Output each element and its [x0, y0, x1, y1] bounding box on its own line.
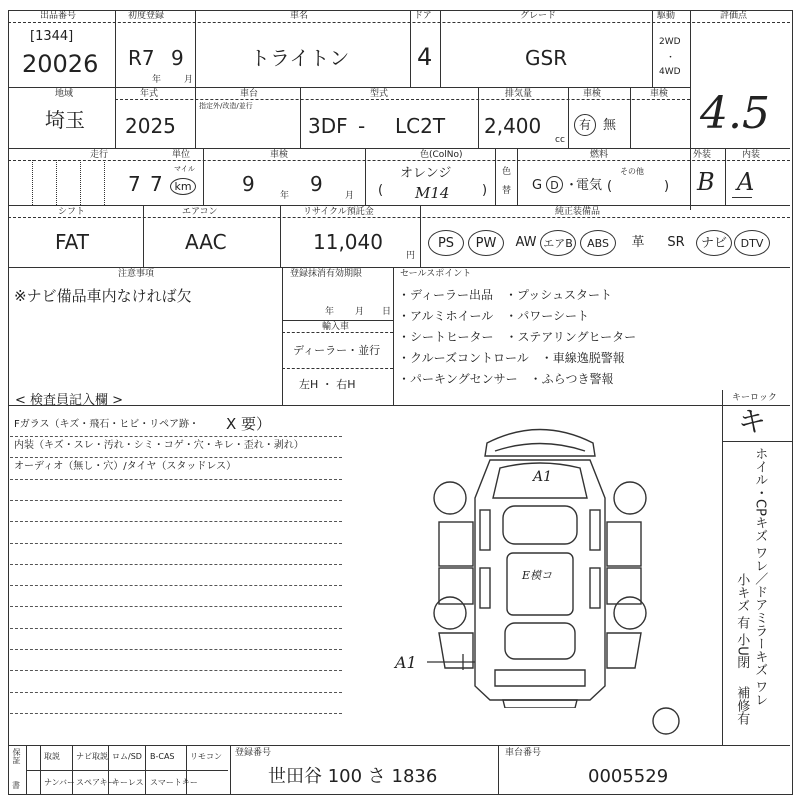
first-reg-month: 9: [171, 46, 184, 70]
equipment-item: PW: [468, 230, 504, 256]
score-header: 評価点: [720, 11, 748, 21]
wheel-front-right: [614, 482, 646, 514]
equipment-item: AW: [515, 235, 537, 250]
grade-value: GSR: [525, 46, 568, 70]
reg-valid-header: 登録抹消有効期限: [290, 269, 363, 279]
reg-no-value: 世田谷 100 さ 1836: [268, 766, 438, 787]
exterior-grade: B: [697, 168, 715, 196]
lot-header: 出品番号: [40, 11, 77, 21]
equipment-header: 純正装備品: [555, 207, 601, 217]
front-bumper: [485, 430, 595, 457]
equipment-item: SR: [667, 235, 685, 250]
recycle-header: リサイクル預託金: [303, 207, 374, 217]
inspector-title: < 検査員記入欄 >: [15, 393, 124, 408]
notes-text: ※ナビ備品車内なければ欠: [14, 287, 192, 305]
interior-header: 内装: [742, 150, 761, 160]
reg-valid-nen: 年: [325, 307, 335, 317]
fuel-other: その他: [620, 167, 644, 176]
first-reg-era: R7: [128, 46, 155, 70]
footer-divider: [108, 745, 109, 795]
shaken-tsuki: 月: [345, 191, 355, 201]
footer-accessory-top: ロム/SD: [112, 752, 142, 761]
lot-number: 20026: [22, 50, 99, 78]
model-dash: -: [358, 114, 366, 138]
vin-header: 車台番号: [505, 748, 542, 758]
sale-point-item: ・ディーラー出品 ・プッシュスタート: [398, 288, 612, 302]
footer-divider: [40, 745, 41, 795]
year-header: 年式: [140, 89, 159, 99]
chassis-note: 指定外/改造/並行: [199, 102, 253, 110]
drive-header: 駆動: [657, 11, 676, 21]
inspector-ruled-line: [10, 479, 342, 480]
km-circle: [170, 178, 196, 195]
displacement-header: 排気量: [505, 89, 533, 99]
model-year: 2025: [125, 114, 176, 138]
inspection-has: 有: [578, 118, 591, 132]
footer-divider: [72, 745, 73, 795]
fglass-required: X 要）: [226, 415, 272, 433]
interior-grade: A: [737, 168, 755, 196]
rear-window: [505, 623, 575, 659]
car-name: トライトン: [250, 46, 350, 70]
inspector-ruled-line: [10, 585, 342, 586]
inspector-line: Fガラス（キズ・飛石・ヒビ・リペア跡・: [14, 419, 200, 430]
inspector-ruled-line: [10, 628, 342, 629]
region-header: 地域: [55, 89, 74, 99]
doors-header: ドア: [414, 11, 432, 21]
footer-accessory-top: 取説: [44, 752, 60, 761]
reg-no-header: 登録番号: [235, 748, 272, 758]
right-note-col3: 補修有: [734, 686, 750, 725]
color-code: M14: [415, 184, 450, 202]
color-name: オレンジ: [400, 166, 452, 181]
fuel-dot: ・: [565, 178, 579, 193]
mileage-digit-2: 7: [150, 172, 163, 196]
footer-accessory-bottom: 書: [12, 781, 20, 790]
equipment-item: エアB: [540, 230, 576, 256]
aircon-value: AAC: [185, 230, 227, 254]
reg-valid-hi: 日: [382, 307, 392, 317]
footer-accessory-bottom: キーレス: [112, 778, 144, 787]
fuel-header: 燃料: [590, 150, 609, 160]
color-paren-left: (: [378, 183, 384, 198]
footer-accessory-top: リモコン: [190, 752, 222, 761]
chassis-header: 車台: [240, 89, 259, 99]
displacement-value: 2,400: [484, 114, 542, 138]
score-value: 4.5: [700, 88, 770, 139]
footer-divider: [145, 745, 146, 795]
inspector-ruled-line: [10, 564, 342, 565]
inspector-ruled-line: [10, 543, 342, 544]
first-reg-nen: 年: [152, 75, 162, 85]
footer-accessory-bottom: スマートキー: [150, 778, 198, 787]
inspector-ruled-line: [10, 649, 342, 650]
roof: [507, 553, 573, 615]
import-type: ディーラー・並行: [293, 344, 381, 357]
shift-header: シフト: [58, 207, 86, 217]
inspection-has-circle: [574, 114, 596, 136]
model-prefix: 3DF: [308, 114, 348, 138]
sale-points-header: セールスポイント: [400, 269, 472, 279]
color-header: 色(ColNo): [420, 150, 463, 160]
key-lock-header: キーロック: [732, 393, 777, 403]
mileage-unit-top: マイル: [174, 165, 195, 173]
footer-accessory-bottom: ナンバー: [44, 778, 76, 787]
color-paren-right: ): [482, 183, 488, 198]
footer-divider: [186, 745, 187, 795]
spare-tire-icon: [651, 706, 681, 736]
region-value: 埼玉: [45, 108, 85, 132]
right-note-col1: ホイル・CPキズ ワレ／ドアミラーキズ ワレ: [752, 447, 768, 707]
grade-header: グレード: [520, 11, 557, 21]
shaken-year: 9: [242, 172, 255, 196]
recycle-unit: 円: [406, 251, 416, 261]
damage-mark-a1-top: A1: [533, 469, 553, 485]
drive-dot: ・: [666, 53, 676, 63]
inspector-line: オーディオ（無し・穴）/タイヤ（スタッドレス）: [14, 461, 237, 472]
shift-value: FAT: [55, 230, 90, 254]
sale-point-item: ・パーキングセンサー ・ふらつき警報: [398, 372, 614, 386]
mileage-digit-1: 7: [128, 172, 141, 196]
damage-pointer: [425, 652, 485, 672]
first-reg-header: 初度登録: [128, 11, 165, 21]
equipment-item: DTV: [734, 230, 770, 256]
key-lock-mark: キ: [738, 405, 767, 438]
km-unit: km: [174, 180, 192, 193]
inspector-ruled-line: [10, 436, 342, 437]
footer-accessory-top: 保証: [12, 748, 21, 764]
windshield: [503, 506, 577, 544]
vin-value: 0005529: [588, 766, 669, 787]
drive-2wd: 2WD: [659, 37, 681, 47]
inspector-line: 内装（キズ・スレ・汚れ・シミ・コゲ・穴・キレ・歪れ・剥れ）: [14, 440, 304, 451]
footer-accessory-top: ナビ取説: [76, 752, 108, 761]
inspector-ruled-line: [10, 713, 342, 714]
car-name-header: 車名: [290, 11, 309, 21]
equipment-item: 革: [631, 235, 645, 250]
fuel-g: G: [532, 178, 543, 193]
shaken-month: 9: [310, 172, 323, 196]
fuel-paren-right: ): [664, 179, 670, 194]
inspection-header: 車検: [583, 89, 602, 99]
inspector-ruled-line: [10, 692, 342, 693]
damage-mark-a1-left: A1: [395, 653, 417, 672]
inspector-ruled-line: [10, 500, 342, 501]
shaken-expiry-header: 車検: [270, 150, 289, 160]
right-note-col2: 小キズ 有 小U閉: [734, 573, 750, 669]
drive-4wd: 4WD: [659, 67, 681, 77]
sale-point-item: ・シートヒーター ・ステアリングヒーター: [398, 330, 637, 344]
equipment-item: ABS: [580, 230, 616, 256]
first-reg-tsuki: 月: [184, 75, 194, 85]
mileage-header: 走行: [90, 150, 109, 160]
sale-point-item: ・クルーズコントロール ・車線逸脱警報: [398, 351, 625, 365]
color-change-top: 色: [502, 167, 512, 177]
footer-accessory-top: B-CAS: [150, 752, 175, 761]
km-unit-header: 単位: [172, 150, 191, 160]
inspector-ruled-line: [10, 606, 342, 607]
notes-header: 注意事項: [118, 269, 155, 279]
import-header: 輸入車: [322, 322, 350, 332]
inspector-ruled-line: [10, 521, 342, 522]
recycle-value: 11,040: [313, 230, 383, 254]
fuel-d-circle: [546, 176, 563, 193]
fuel-paren-left: (: [607, 179, 613, 194]
displacement-unit: cc: [555, 135, 565, 145]
doors-value: 4: [417, 43, 433, 71]
footer-accessory-bottom: スペアキー: [76, 778, 116, 787]
center-mark: E模コ: [522, 569, 553, 582]
exterior-header: 外装: [693, 150, 712, 160]
inspector-ruled-line: [10, 457, 342, 458]
handle-side: 左H ・ 右H: [299, 378, 356, 391]
wheel-front-left: [434, 482, 466, 514]
inspection-none: 無: [603, 118, 617, 133]
shaken-nen: 年: [280, 191, 290, 201]
fuel-hybrid: 電気: [576, 178, 603, 193]
equipment-item: PS: [428, 230, 464, 256]
model-code: LC2T: [395, 114, 446, 138]
sale-point-item: ・アルミホイール ・パワーシート: [398, 309, 590, 323]
equipment-item: ナビ: [696, 230, 732, 256]
reg-valid-tsuki: 月: [355, 307, 365, 317]
fuel-d: D: [550, 179, 559, 192]
shaken-header: 車検: [650, 89, 669, 99]
lot-bracket: [1344]: [30, 29, 74, 44]
inspector-ruled-line: [10, 670, 342, 671]
color-change-bottom: 替: [502, 186, 512, 196]
aircon-header: エアコン: [182, 207, 218, 217]
model-header: 型式: [370, 89, 389, 99]
